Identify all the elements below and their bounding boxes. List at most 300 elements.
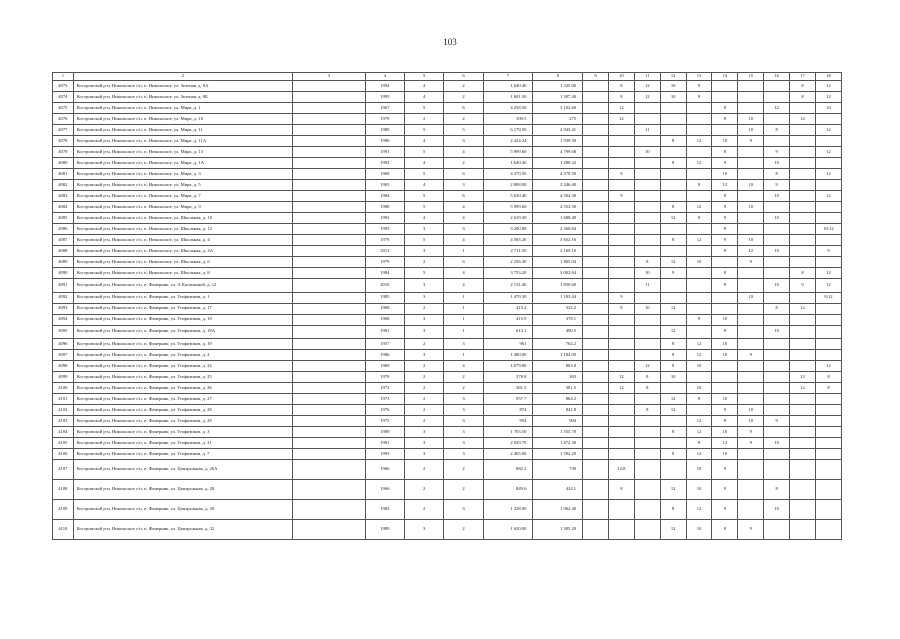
table-cell	[764, 520, 790, 540]
table-cell: 3	[405, 224, 444, 235]
table-cell: 1981	[365, 325, 404, 339]
table-row	[53, 246, 842, 257]
table-cell	[634, 438, 660, 449]
table-cell	[634, 103, 660, 114]
table-cell: 2 256.30	[483, 257, 533, 268]
table-cell: 12	[660, 405, 686, 416]
table-cell: 12	[608, 103, 634, 114]
table-cell	[738, 325, 764, 339]
table-cell	[764, 257, 790, 268]
table-cell: 4	[444, 202, 483, 213]
table-cell: 12	[815, 169, 841, 180]
table-cell	[686, 325, 712, 339]
column-number-cell: 1	[53, 73, 74, 81]
table-cell: 3 753.20	[483, 268, 533, 279]
table-cell: 613.1	[483, 325, 533, 339]
table-cell	[738, 460, 764, 480]
address-cell: Костромской р-н, Никольское с/п, п. Никольское, ул. Мира, д. 13	[73, 147, 293, 158]
table-cell: 12	[815, 361, 841, 372]
page-number: 103	[443, 37, 457, 47]
table-cell: 1	[444, 303, 483, 314]
table-cell: 1 480.00	[483, 350, 533, 361]
table-cell: 4 504.30	[533, 191, 583, 202]
table-cell: 378.1	[533, 314, 583, 325]
table-cell: 8	[790, 92, 816, 103]
table-cell: 12	[815, 268, 841, 279]
table-cell: 10	[634, 147, 660, 158]
table-cell	[293, 314, 365, 325]
table-cell: 12	[660, 303, 686, 314]
table-cell: 3	[405, 325, 444, 339]
table-cell	[583, 339, 609, 350]
table-cell: 4	[444, 279, 483, 293]
column-number-cell: 2	[73, 73, 293, 81]
address-cell: Костромской р-н, Никольское с/п, п. Фанерник, ул. Геофизиков, д. 19	[73, 339, 293, 350]
table-cell	[815, 500, 841, 520]
table-cell: 5	[405, 235, 444, 246]
table-row	[53, 339, 842, 350]
table-cell: 874	[483, 405, 533, 416]
table-cell	[712, 81, 738, 92]
table-cell	[712, 92, 738, 103]
table-cell: 1 939.39	[533, 136, 583, 147]
table-cell	[660, 103, 686, 114]
table-cell: 8	[660, 350, 686, 361]
table-cell: 4 379.50	[533, 169, 583, 180]
table-cell: 10	[738, 235, 764, 246]
table-cell: 2	[444, 92, 483, 103]
table-cell	[583, 180, 609, 191]
address-cell: Костромской р-н, Никольское с/п, п. Никольское, ул. Мира, д. 9	[73, 202, 293, 213]
table-cell	[293, 235, 365, 246]
table-cell: 8	[790, 81, 816, 92]
table-cell: 5	[405, 169, 444, 180]
table-cell: 1	[444, 350, 483, 361]
table-cell	[815, 427, 841, 438]
table-cell: 415.2	[483, 303, 533, 314]
table-cell: 3	[405, 350, 444, 361]
record-id-cell: 4100	[53, 383, 74, 394]
table-cell	[293, 339, 365, 350]
table-cell	[764, 405, 790, 416]
table-cell	[660, 279, 686, 293]
table-cell	[686, 279, 712, 293]
table-cell	[815, 180, 841, 191]
table-cell: 8	[764, 125, 790, 136]
table-cell: 10	[686, 361, 712, 372]
table-cell: 10	[764, 500, 790, 520]
table-cell: 8	[660, 500, 686, 520]
table-cell: 8	[608, 81, 634, 92]
address-cell: Костромской р-н, Никольское с/п, п. Никольское, ул. Мира, д. 10	[73, 114, 293, 125]
table-row	[53, 438, 842, 449]
table-cell: 9	[738, 427, 764, 438]
table-cell: 10	[712, 449, 738, 460]
table-cell: 1995	[365, 224, 404, 235]
table-row	[53, 279, 842, 293]
table-cell: 1965	[365, 180, 404, 191]
table-cell: 3	[444, 394, 483, 405]
table-cell	[738, 383, 764, 394]
table-cell: 4	[405, 180, 444, 191]
table-cell: 12	[764, 103, 790, 114]
table-cell: 10	[686, 383, 712, 394]
table-cell: 12;8	[608, 460, 634, 480]
table-cell	[293, 292, 365, 303]
table-cell	[790, 136, 816, 147]
table-cell: 3	[405, 520, 444, 540]
column-number-cell: 10	[608, 73, 634, 81]
table-cell: 3 652.16	[533, 235, 583, 246]
table-cell: 8	[686, 314, 712, 325]
table-cell	[764, 81, 790, 92]
table-cell: 303	[533, 372, 583, 383]
table-cell	[293, 246, 365, 257]
table-cell: 390.5	[483, 114, 533, 125]
table-cell: 9	[712, 158, 738, 169]
table-row	[53, 169, 842, 180]
table-cell: 1995	[365, 92, 404, 103]
table-cell	[293, 114, 365, 125]
table-cell	[583, 103, 609, 114]
table-cell	[583, 372, 609, 383]
table-cell: 12	[738, 246, 764, 257]
table-cell: 12	[790, 303, 816, 314]
record-id-cell: 4102	[53, 405, 74, 416]
table-row	[53, 350, 842, 361]
table-cell: 3	[444, 500, 483, 520]
table-cell: 12	[660, 394, 686, 405]
table-cell: 10;12	[815, 224, 841, 235]
column-number-cell: 12	[660, 73, 686, 81]
table-cell: 8	[712, 268, 738, 279]
column-number-cell: 16	[764, 73, 790, 81]
table-cell: 2	[405, 383, 444, 394]
table-cell: 9	[712, 202, 738, 213]
table-cell: 332.2	[533, 303, 583, 314]
table-cell: 1988	[365, 202, 404, 213]
table-cell	[293, 224, 365, 235]
table-cell	[583, 202, 609, 213]
table-cell: 12	[686, 427, 712, 438]
table-cell: 3	[444, 136, 483, 147]
table-cell: 849.6	[483, 480, 533, 500]
table-cell: 4	[444, 235, 483, 246]
table-cell: 1 672.30	[533, 438, 583, 449]
table-cell	[583, 92, 609, 103]
table-cell	[815, 520, 841, 540]
table-cell: 4	[405, 92, 444, 103]
table-cell	[764, 427, 790, 438]
table-cell: 1972	[365, 383, 404, 394]
table-cell: 5 999.60	[483, 202, 533, 213]
table-cell	[293, 500, 365, 520]
table-cell: 3 102.60	[533, 103, 583, 114]
record-id-cell: 4090	[53, 268, 74, 279]
table-cell	[815, 114, 841, 125]
table-cell: 10	[712, 427, 738, 438]
table-cell	[293, 394, 365, 405]
table-cell: 12	[686, 235, 712, 246]
table-cell: 8	[764, 169, 790, 180]
table-cell: 12	[790, 114, 816, 125]
table-cell	[293, 480, 365, 500]
table-cell: 6 179.50	[483, 125, 533, 136]
table-cell: 9	[608, 169, 634, 180]
table-cell: 8	[712, 114, 738, 125]
address-cell: Костромской р-н, Никольское с/п, п. Фанерник, ул. А.Касаткиной, д. 12	[73, 279, 293, 293]
table-cell	[660, 246, 686, 257]
table-cell: 8	[712, 191, 738, 202]
table-cell	[293, 438, 365, 449]
table-cell: 961	[483, 339, 533, 350]
table-cell	[738, 339, 764, 350]
table-cell: 10	[738, 416, 764, 427]
table-cell	[583, 460, 609, 480]
table-cell: 2	[405, 372, 444, 383]
table-cell: 904	[533, 416, 583, 427]
table-cell: 5 999.60	[483, 147, 533, 158]
table-cell: 12	[634, 92, 660, 103]
table-cell	[634, 136, 660, 147]
table-cell: 1 305.20	[533, 520, 583, 540]
table-cell	[815, 405, 841, 416]
table-cell: 2	[444, 158, 483, 169]
table-cell: 1 688.40	[533, 213, 583, 224]
address-cell: Костромской р-н, Никольское с/п, п. Фанерник, ул. Центральная, д. 30	[73, 500, 293, 520]
table-cell: 10	[738, 292, 764, 303]
table-row	[53, 257, 842, 268]
table-cell	[634, 180, 660, 191]
table-cell	[764, 92, 790, 103]
table-cell	[686, 224, 712, 235]
table-cell: 10	[738, 114, 764, 125]
table-cell: 864.2	[533, 394, 583, 405]
table-cell	[790, 125, 816, 136]
table-cell: 12	[660, 257, 686, 268]
table-cell	[815, 303, 841, 314]
table-cell: 10	[712, 169, 738, 180]
table-cell	[293, 103, 365, 114]
table-cell	[815, 480, 841, 500]
table-cell	[790, 339, 816, 350]
table-cell: 9	[764, 416, 790, 427]
table-cell	[583, 500, 609, 520]
record-id-cell: 4077	[53, 125, 74, 136]
record-id-cell: 4099	[53, 372, 74, 383]
table-cell: 8	[660, 202, 686, 213]
table-cell: 3	[405, 438, 444, 449]
table-cell: 2 619.30	[483, 213, 533, 224]
table-cell: 12	[790, 372, 816, 383]
table-cell	[790, 480, 816, 500]
table-cell	[815, 314, 841, 325]
table-row	[53, 325, 842, 339]
table-cell: 762.2	[533, 339, 583, 350]
table-row	[53, 394, 842, 405]
table-cell: 1966	[365, 480, 404, 500]
table-cell: 3	[405, 279, 444, 293]
table-cell: 1 805.04	[533, 257, 583, 268]
table-cell	[815, 394, 841, 405]
table-cell	[815, 339, 841, 350]
table-cell	[660, 314, 686, 325]
table-cell	[583, 361, 609, 372]
table-cell: 8	[712, 246, 738, 257]
table-cell	[583, 147, 609, 158]
table-cell	[660, 224, 686, 235]
table-row	[53, 405, 842, 416]
table-cell	[660, 416, 686, 427]
table-cell	[293, 191, 365, 202]
table-cell	[790, 246, 816, 257]
table-cell: 8	[660, 235, 686, 246]
column-number-cell: 8	[533, 73, 583, 81]
table-cell: 10	[634, 303, 660, 314]
table-cell	[738, 147, 764, 158]
table-cell: 10	[764, 191, 790, 202]
table-cell: 12	[815, 279, 841, 293]
table-cell	[583, 394, 609, 405]
address-cell: Костромской р-н, Никольское с/п, п. Никольское, ул. Школьная, д. 10	[73, 213, 293, 224]
table-cell: 5	[405, 202, 444, 213]
table-row	[53, 114, 842, 125]
table-cell: 2 424.24	[483, 136, 533, 147]
table-cell	[686, 372, 712, 383]
table-cell: 12	[815, 125, 841, 136]
table-row	[53, 191, 842, 202]
table-cell	[583, 292, 609, 303]
table-cell	[583, 246, 609, 257]
table-row	[53, 235, 842, 246]
table-cell: 10	[686, 480, 712, 500]
table-cell	[738, 372, 764, 383]
table-cell	[608, 246, 634, 257]
table-cell	[583, 279, 609, 293]
record-id-cell: 4084	[53, 202, 74, 213]
table-cell: 1957	[365, 339, 404, 350]
table-cell: 2	[405, 257, 444, 268]
table-cell	[790, 169, 816, 180]
table-cell	[764, 268, 790, 279]
table-cell: 10	[764, 246, 790, 257]
record-id-cell: 4078	[53, 136, 74, 147]
table-cell: 2 711.50	[483, 246, 533, 257]
address-cell: Костромской р-н, Никольское с/п, п. Никольское, ул. Школьная, д. 4	[73, 235, 293, 246]
table-cell	[293, 520, 365, 540]
table-cell	[634, 224, 660, 235]
table-cell	[738, 213, 764, 224]
record-id-cell: 4106	[53, 449, 74, 460]
address-cell: Костромской р-н, Никольское с/п, п. Никольское, ул. Мира, д. 1А	[73, 158, 293, 169]
table-row	[53, 268, 842, 279]
table-cell	[790, 500, 816, 520]
table-cell	[583, 268, 609, 279]
table-cell	[583, 213, 609, 224]
table-cell: 8	[660, 361, 686, 372]
table-cell: 9	[608, 191, 634, 202]
table-cell: 12	[660, 480, 686, 500]
table-cell	[583, 438, 609, 449]
table-cell: 8	[660, 427, 686, 438]
table-cell: 9	[712, 480, 738, 500]
address-cell: Костромской р-н, Никольское с/п, п. Фанерник, ул. Геофизиков, д. 27	[73, 394, 293, 405]
table-cell	[712, 361, 738, 372]
table-cell: 10	[764, 158, 790, 169]
table-row	[53, 224, 842, 235]
table-cell: 1975	[365, 416, 404, 427]
table-cell: 3 200.80	[483, 224, 533, 235]
address-cell: Костромской р-н, Никольское с/п, п. Фанерник, ул. Геофизиков, д. 3	[73, 427, 293, 438]
record-id-cell: 4101	[53, 394, 74, 405]
table-cell: 381.5	[533, 383, 583, 394]
table-cell: 1984	[365, 268, 404, 279]
table-cell	[660, 147, 686, 158]
table-cell	[583, 350, 609, 361]
table-cell	[764, 449, 790, 460]
table-cell: 1989	[365, 427, 404, 438]
table-cell	[634, 213, 660, 224]
table-cell: 1989	[365, 520, 404, 540]
address-cell: Костромской р-н, Никольское с/п, п. Никольское, ул. Мира, д. 3	[73, 169, 293, 180]
table-cell	[686, 147, 712, 158]
table-cell: 6	[444, 103, 483, 114]
table-cell	[764, 394, 790, 405]
table-cell: 10	[764, 279, 790, 293]
table-cell: 1979	[365, 257, 404, 268]
table-cell: 1973	[365, 394, 404, 405]
record-id-cell: 4075	[53, 103, 74, 114]
table-cell	[764, 235, 790, 246]
record-id-cell: 4103	[53, 416, 74, 427]
table-cell: 8	[608, 92, 634, 103]
table-cell	[634, 460, 660, 480]
table-cell	[815, 438, 841, 449]
table-cell: 4	[405, 136, 444, 147]
table-cell: 11	[634, 125, 660, 136]
table-row	[53, 147, 842, 158]
table-cell: 1 062.40	[533, 500, 583, 520]
table-cell: 12	[815, 147, 841, 158]
record-id-cell: 4094	[53, 314, 74, 325]
table-cell	[634, 191, 660, 202]
address-cell: Костромской р-н, Никольское с/п, п. Фанерник, ул. Геофизиков, д. 17	[73, 303, 293, 314]
table-cell: 1	[444, 314, 483, 325]
table-cell: 2	[405, 114, 444, 125]
table-cell: 8	[790, 268, 816, 279]
table-cell: 1968	[365, 169, 404, 180]
table-cell	[790, 147, 816, 158]
table-cell: 3	[405, 427, 444, 438]
table-cell: 3	[444, 224, 483, 235]
table-cell	[634, 114, 660, 125]
table-cell	[583, 158, 609, 169]
table-cell: 1976	[365, 405, 404, 416]
table-cell: 863.8	[533, 361, 583, 372]
column-number-cell: 5	[405, 73, 444, 81]
table-cell: 4	[444, 268, 483, 279]
table-cell: 8	[660, 339, 686, 350]
table-cell	[608, 147, 634, 158]
table-cell: 12	[608, 383, 634, 394]
table-cell	[815, 235, 841, 246]
table-row	[53, 427, 842, 438]
table-cell	[293, 202, 365, 213]
table-cell: 1966	[365, 460, 404, 480]
table-cell	[608, 427, 634, 438]
table-cell: 8	[712, 416, 738, 427]
column-number-cell: 4	[365, 73, 404, 81]
